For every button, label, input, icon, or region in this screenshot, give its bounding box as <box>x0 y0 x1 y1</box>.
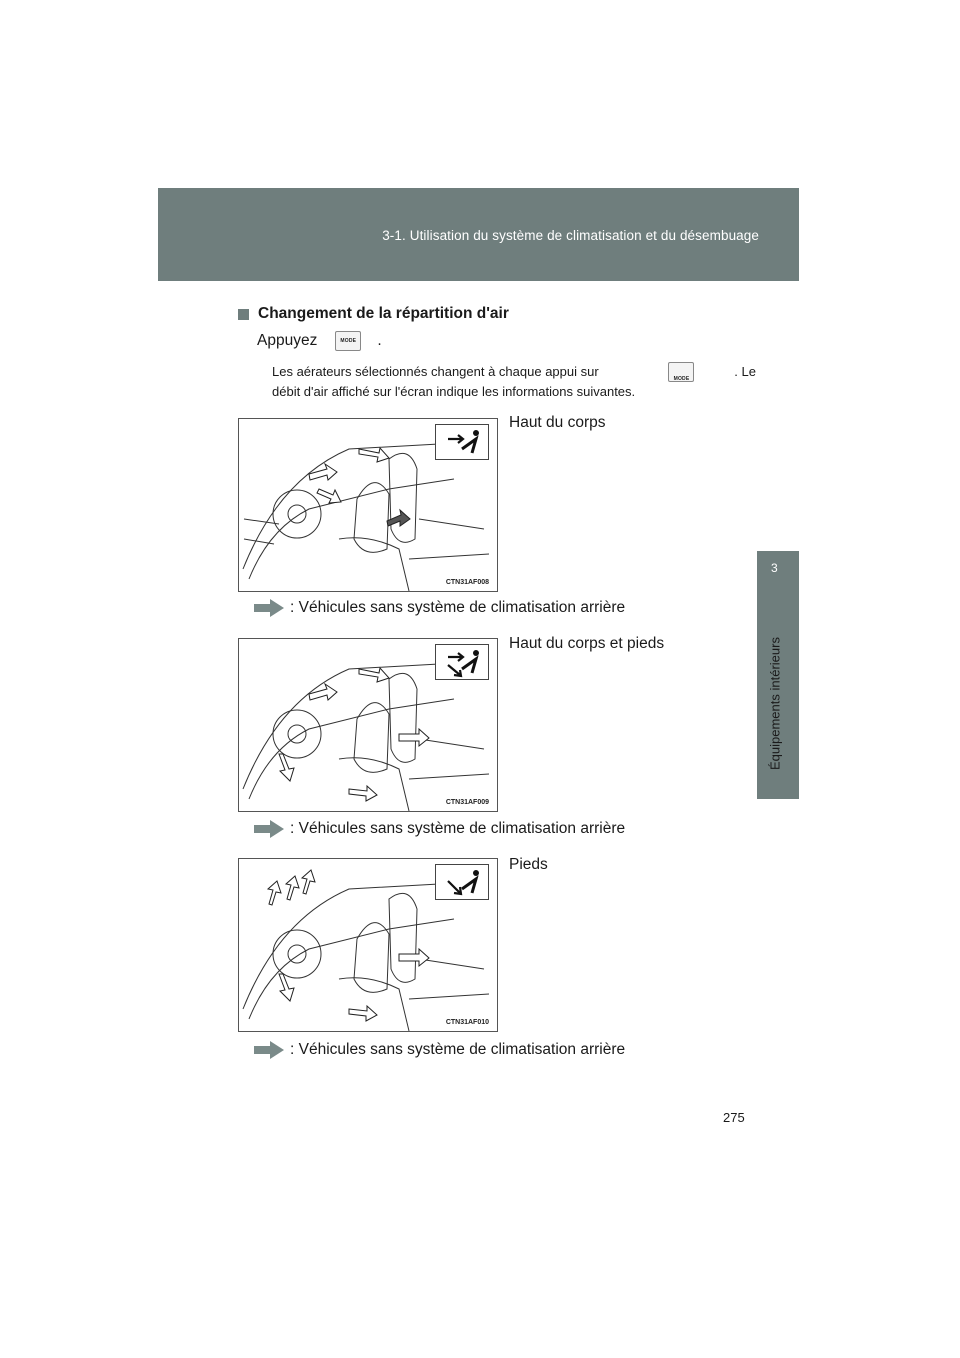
section-header-title: 3-1. Utilisation du système de climatisation et du désembuage <box>382 228 759 243</box>
mode-button-icon: MODE <box>335 331 361 351</box>
figure-bi-level <box>238 638 498 812</box>
arrow-icon <box>252 1040 286 1060</box>
mode-label-feet: Pieds <box>509 856 548 873</box>
rear-ac-note: : Véhicules sans système de climatisation arrière <box>252 819 625 839</box>
description <box>272 362 756 402</box>
chapter-label: Équipements intérieurs <box>767 637 783 771</box>
mode-label-upper-body: Haut du corps <box>509 414 606 431</box>
figure-code: CTN31AF009 <box>445 799 489 806</box>
mode-label-bi-level: Haut du corps et pieds <box>509 635 665 652</box>
section-title <box>238 305 509 323</box>
press-suffix: . <box>377 332 382 349</box>
square-bullet-icon <box>238 309 249 320</box>
upper-body-mode-icon <box>435 424 489 460</box>
figure-feet <box>238 858 498 1032</box>
section-title-text: Changement de la répartition d'air <box>258 305 509 322</box>
press-text: Appuyez <box>257 332 318 349</box>
arrow-icon <box>252 598 286 618</box>
rear-ac-note: : Véhicules sans système de climatisation arrière <box>252 1040 625 1060</box>
press-instruction <box>257 331 382 351</box>
page-number: 275 <box>723 1110 745 1125</box>
rear-ac-note: : Véhicules sans système de climatisation arrière <box>252 598 625 618</box>
description-part1: Les aérateurs sélectionnés changent à chaque appui sur <box>272 364 599 379</box>
description-part2: . Le <box>734 364 756 379</box>
feet-mode-icon <box>435 864 489 900</box>
figure-code: CTN31AF008 <box>445 579 489 586</box>
section-header-bar <box>158 188 799 281</box>
arrow-icon <box>252 819 286 839</box>
mode-button-icon: MODE <box>668 362 694 382</box>
figure-upper-body <box>238 418 498 592</box>
chapter-number: 3 <box>771 561 778 575</box>
description-line2: débit d'air affiché sur l'écran indique les informations suivantes. <box>272 384 636 399</box>
figure-code: CTN31AF010 <box>445 1019 489 1026</box>
bi-level-mode-icon <box>435 644 489 680</box>
